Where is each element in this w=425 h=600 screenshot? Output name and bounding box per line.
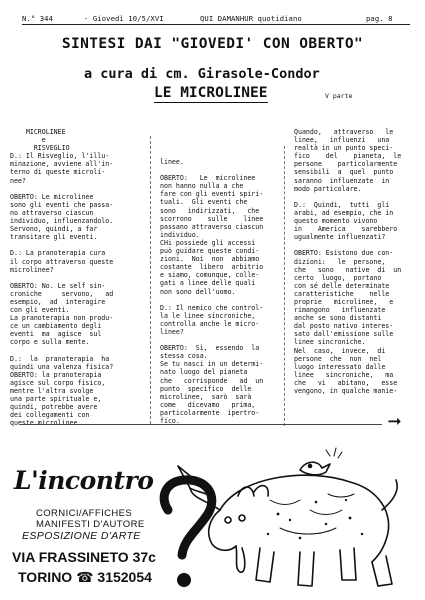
subject-title: LE MICROLINEE xyxy=(154,85,268,101)
continue-arrow-icon: ➞ xyxy=(388,410,402,435)
text-column-3: Quando, attraverso le linee, influenzi una realtà in un punto speci- fico del pianeta, le persone particolarmente sensibili a quel punto saranno influenzate in modo particolare. D.: Quindi, tutti gli arabi, ad esempio, che in questo momento vivono in America sarebbero ugualmente influenzati? OBERTO: Esistono due con- dizioni: le persone, che sono native di un certo luogo, portano con sé delle determinate caratteristiche nelle proprie microlinee, e rimangono influenzate anche se sono distanti dal posto nativo interes- sato dall'emissione sulle linee sincroniche. Nel caso, invece, di persone che non nel luogo interessato dalle linee sincroniche, ma che vi abitano, esse vengono, in qualche manie- xyxy=(294,128,402,395)
issue-number: N.° 344 xyxy=(22,14,53,23)
part-label: V parte xyxy=(325,92,353,100)
rhino-illustration xyxy=(150,440,405,598)
section-rule xyxy=(20,424,382,425)
header-rule xyxy=(22,24,410,25)
column-divider xyxy=(284,146,285,426)
publication-name: QUI DAMANHUR quotidiano xyxy=(200,14,302,23)
editor-line: a cura di cm. Girasole-Condor xyxy=(84,66,320,82)
advert-address: VIA FRASSINETO 37c xyxy=(12,549,156,565)
advert-line: CORNICI/AFFICHES xyxy=(36,508,133,519)
advert-line: ESPOSIZIONE D'ARTE xyxy=(22,530,141,542)
issue-date: - Giovedì 10/5/XVI xyxy=(84,14,164,23)
text-column-1: MICROLINEE e RISVEGLIO D.: Il Risveglio, l'illu- minazione, avviene all'in- terno di queste microli- nee? OBERTO: Le microlinee sono gli eventi che passa- no attraverso ciascun individuo, influenzandolo. Servono, quindi, a far transitare gli eventi. D.: La pranoterapia cura il corpo attraverso queste microlinee? OBERTO: No. Le self sin- croniche servono, ad esempio, ad interagire con gli eventi. La pranoterapia non produ- ce un cambiamento degli eventi ma agisce sul corpo e sulla mente. D.: la pranoterapia ha quindi una valenza fisica? OBERTO: la pranoterapia agisce sul corpo fisico, mentre l'altra svolge una parte spirituale e, quindi, potrebbe avere dei collegamenti con queste microlinee. xyxy=(10,128,114,428)
text-column-2: linee. OBERTO: Le microlinee non hanno nulla a che fare con gli eventi spiri- tuali. Gli eventi che sono indirizzati, che scorrono sulle linee passano attraverso ciascun individuo. CHi possiede gli accessi può guidare queste condi- zioni. Noi non abbiamo costante libero arbitrio e siamo, comunque, colle- gati a linee delle quali non sono dell'uomo. D.: Il nemico che control- la le linee sincroniche, controlla anche le micro- linee? OBERTO: Sì, essendo la stessa cosa. Se tu nasci in un determi- nato luogo del pianeta che corrisponde ad un punto specifico delle microlinee, sarò sarà come dicevamo prima, particolarmente ipertro- fico. xyxy=(160,158,264,425)
column-divider xyxy=(150,136,151,424)
main-title: SINTESI DAI "GIOVEDI' CON OBERTO" xyxy=(61,36,364,52)
advert-line: MANIFESTI D'AUTORE xyxy=(36,519,145,530)
advert-logo: L'incontro xyxy=(14,466,154,495)
page-number: pag. 8 xyxy=(366,14,393,23)
advert-phone: TORINO ☎ 3152054 xyxy=(18,569,152,585)
